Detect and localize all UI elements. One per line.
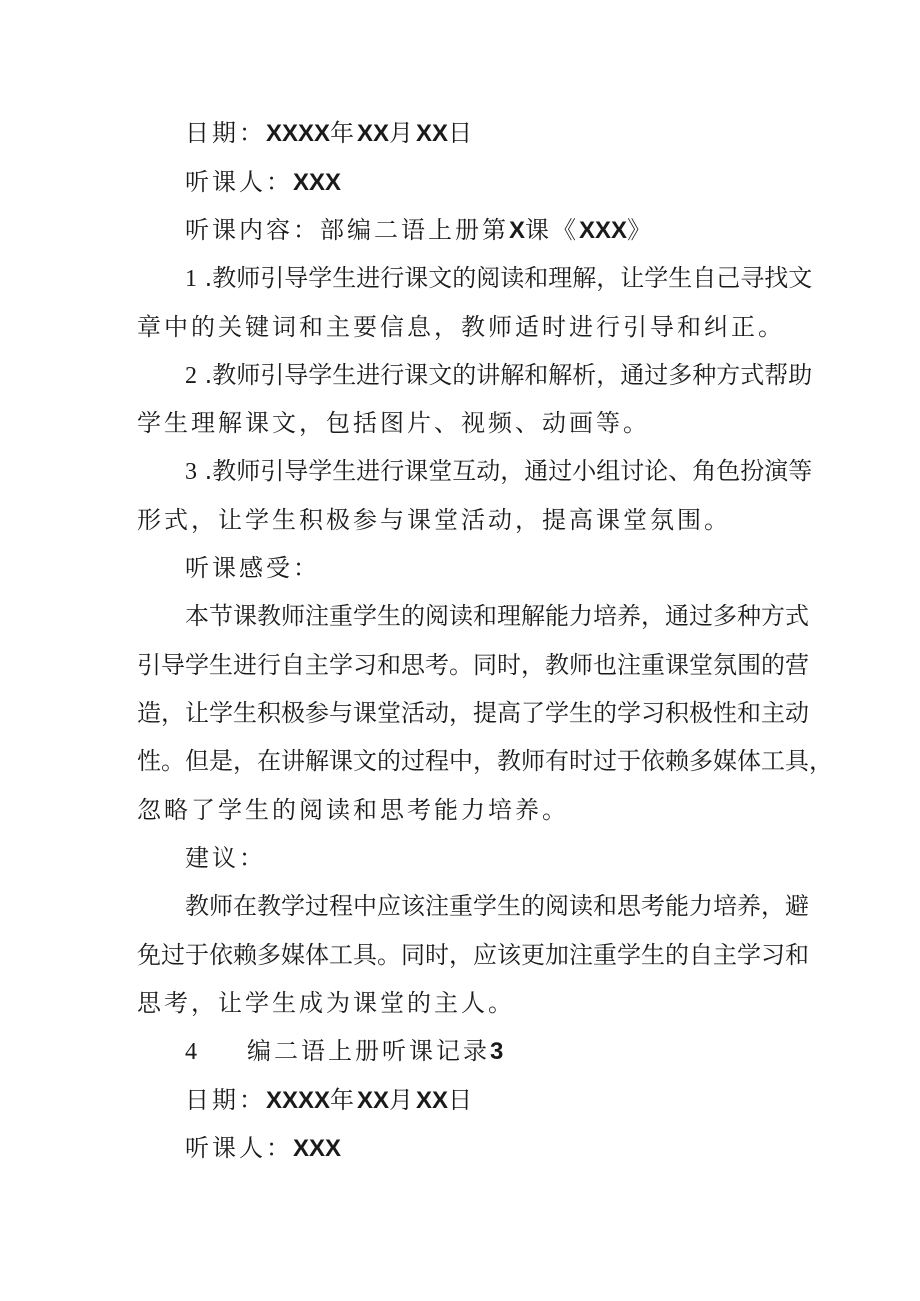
record-2-month-char: 月 xyxy=(389,1086,417,1114)
feeling-line-2: 引导学生进行自主学习和思考。同时，教师也注重课堂氛围的营 xyxy=(137,651,809,679)
record-2-title: 编二语上册听课记录 xyxy=(247,1037,490,1065)
content-lesson-char: 课《 xyxy=(525,216,580,244)
record-2-date-day: XX xyxy=(416,1087,449,1114)
record-2-listener-label: 听课人： xyxy=(185,1134,293,1162)
content-label: 听课内容：部编二语上册第 xyxy=(185,216,509,244)
feeling-line-3: 造，让学生积极参与课堂活动，提高了学生的学习积极性和主动 xyxy=(137,699,809,727)
month-char: 月 xyxy=(389,119,417,147)
record-2-listener-value: XXX xyxy=(293,1135,342,1162)
record-2-date-line xyxy=(185,1085,475,1116)
step-3-text-1: .教师引导学生进行课堂互动，通过小组讨论、角色扮演等 xyxy=(204,457,813,485)
year-char: 年 xyxy=(330,119,358,147)
record-2-day-char: 日 xyxy=(448,1086,476,1114)
suggestion-line-2: 免过于依赖多媒体工具。同时，应该更加注重学生的自主学习和 xyxy=(137,941,809,969)
record-2-date-year: XXXX xyxy=(266,1087,331,1114)
record-2-date-label: 日期： xyxy=(185,1086,266,1114)
record-2-date-month: XX xyxy=(357,1087,390,1114)
feeling-heading: 听课感受： xyxy=(185,554,320,582)
record-2-number: 4 xyxy=(185,1039,197,1065)
content-title: XXX xyxy=(579,217,628,244)
listener-label: 听课人： xyxy=(185,168,293,196)
step-2-line-1 xyxy=(185,360,813,391)
record-2-year-char: 年 xyxy=(330,1086,358,1114)
step-3-line-1 xyxy=(185,456,813,487)
step-1-line-2: 章中的关键词和主要信息，教师适时进行引导和纠正。 xyxy=(137,313,785,341)
suggestion-heading: 建议： xyxy=(185,844,266,872)
date-line xyxy=(185,118,475,149)
date-month: XX xyxy=(357,120,390,147)
date-label: 日期： xyxy=(185,119,266,147)
feeling-line-4: 性。但是，在讲解课文的过程中，教师有时过于依赖多媒体工具， xyxy=(137,747,833,775)
listener-value: XXX xyxy=(293,169,342,196)
day-char: 日 xyxy=(448,119,476,147)
step-2-line-2: 学生理解课文，包括图片、视频、动画等。 xyxy=(137,409,650,437)
record-2-suffix: 3 xyxy=(490,1038,504,1065)
feeling-line-5: 忽略了学生的阅读和思考能力培养。 xyxy=(137,796,569,824)
step-1-text-1: .教师引导学生进行课文的阅读和理解，让学生自己寻找文 xyxy=(204,264,813,292)
record-2-heading xyxy=(185,1036,503,1067)
suggestion-line-3: 思考，让学生成为课堂的主人。 xyxy=(137,989,515,1017)
suggestion-line-1: 教师在教学过程中应该注重学生的阅读和思考能力培养，避 xyxy=(185,892,809,920)
step-2-text-1: .教师引导学生进行课文的讲解和解析，通过多种方式帮助 xyxy=(204,361,813,389)
step-1-line-1 xyxy=(185,263,813,294)
date-day: XX xyxy=(416,120,449,147)
step-1-number: 1 xyxy=(185,266,197,292)
listener-line xyxy=(185,167,341,198)
step-2-number: 2 xyxy=(185,363,197,389)
record-2-listener-line xyxy=(185,1133,341,1164)
feeling-line-1: 本节课教师注重学生的阅读和理解能力培养，通过多种方式 xyxy=(185,602,809,630)
step-3-line-2: 形式，让学生积极参与课堂活动，提高课堂氛围。 xyxy=(137,506,731,534)
step-3-number: 3 xyxy=(185,459,197,485)
content-line xyxy=(185,215,654,246)
date-year: XXXX xyxy=(266,120,331,147)
content-lesson: X xyxy=(509,217,526,244)
content-close: 》 xyxy=(627,216,655,244)
